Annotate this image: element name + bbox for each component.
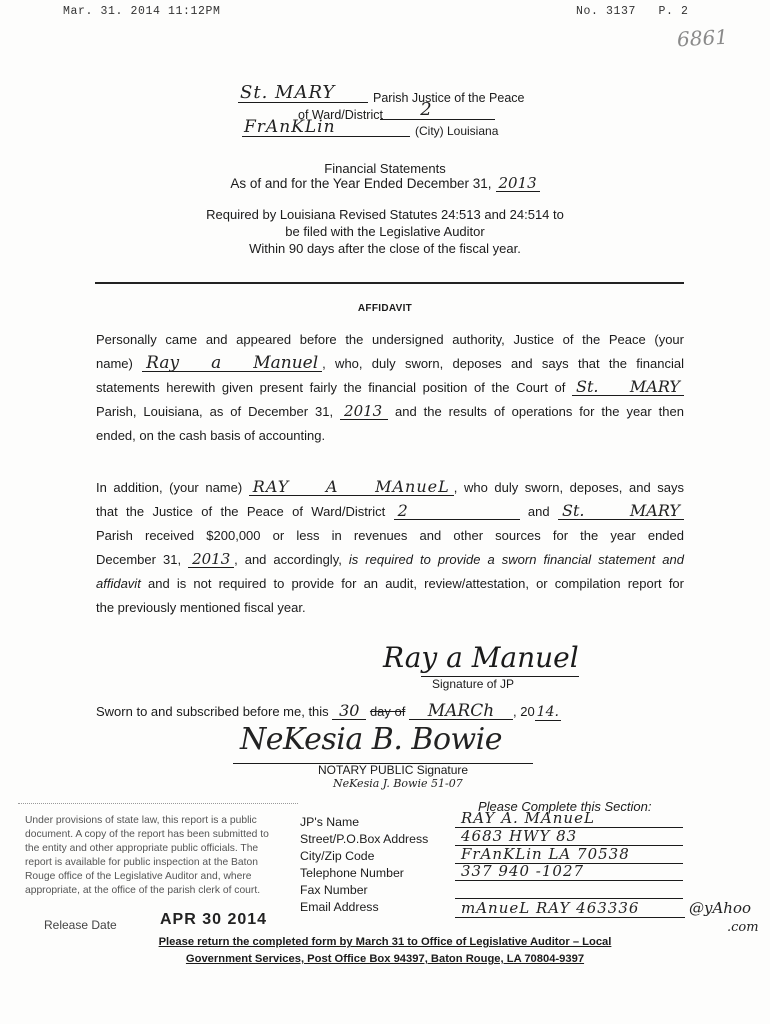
title-year-field: 2013 bbox=[496, 176, 540, 192]
return-notice-line-1: Please return the completed form by March 31 to Office of Legislative Auditor – Local bbox=[158, 936, 612, 948]
p2-line-4 bbox=[96, 548, 684, 572]
p2-text-2a: that the Justice of the Peace of Ward/District bbox=[96, 504, 386, 519]
release-date-stamp: APR 30 2014 bbox=[160, 911, 268, 928]
sworn-day-of: day of bbox=[369, 704, 406, 719]
p2-line-3 bbox=[96, 524, 684, 548]
p2-text-4a: December 31, bbox=[96, 552, 182, 567]
p2-text-1b: , who duly sworn, deposes, and says bbox=[453, 480, 684, 495]
sworn-month-field: MARCh bbox=[409, 703, 513, 720]
p2-ward-field: 2 bbox=[394, 503, 520, 520]
p1-text-4a: Parish, Louisiana, as of December 31, bbox=[96, 404, 334, 419]
fax-page-info: No. 3137 P. 2 bbox=[576, 5, 689, 18]
p1-line-4 bbox=[96, 400, 684, 424]
sworn-day-field: 30 bbox=[332, 703, 366, 720]
jp-signature: Ray a Manuel bbox=[383, 641, 579, 674]
parish-label: Parish Justice of the Peace bbox=[373, 91, 525, 105]
telephone-value: 337 940 -1027 bbox=[455, 862, 683, 881]
fax-value bbox=[455, 880, 683, 899]
p2-text-4c: is required to provide a sworn financial statement and bbox=[348, 552, 684, 567]
p2-text-5b: and is not required to provide for an audit, review/attestation, or compilation report for bbox=[147, 576, 684, 591]
parish-field: St. MARY bbox=[238, 83, 368, 103]
p1-year-field: 2013 bbox=[340, 403, 388, 420]
affidavit-heading: AFFIDAVIT bbox=[357, 303, 413, 314]
release-date-label: Release Date bbox=[44, 918, 117, 932]
public-notice-line-2: document. A copy of the report has been submitted to bbox=[25, 829, 269, 840]
sworn-year-field: 14. bbox=[536, 704, 559, 720]
p2-jp-name-field: RAY A MAnueL bbox=[249, 479, 454, 496]
p2-text-4b: , and accordingly, bbox=[234, 552, 342, 567]
email-value: mAnueL RAY 463336 bbox=[455, 899, 685, 918]
p1-text-2a: name) bbox=[96, 356, 133, 371]
p2-line-6 bbox=[96, 596, 684, 620]
contact-section-heading: Please Complete this Section: bbox=[478, 799, 652, 814]
p2-text-2b: and bbox=[527, 504, 550, 519]
public-notice-line-6: appropriate, at the office of the parish clerk of court. bbox=[25, 885, 261, 896]
title-statements: Financial Statements bbox=[324, 161, 446, 176]
notary-signature-label: NOTARY PUBLIC Signature bbox=[318, 763, 469, 777]
p2-line-2 bbox=[96, 500, 684, 524]
email-tld: .com bbox=[727, 920, 759, 935]
ward-field: 2 bbox=[380, 100, 495, 120]
requirement-line-1: Required by Louisiana Revised Statutes 24:513 and 24:514 to bbox=[206, 207, 564, 222]
handwritten-file-number: 6861 bbox=[676, 24, 729, 52]
ward-label: of Ward/District bbox=[298, 108, 383, 122]
affidavit-paragraph-1 bbox=[96, 328, 684, 448]
city-zip-label: City/Zip Code bbox=[300, 849, 375, 863]
p1-parish-field: St. MARY bbox=[572, 379, 684, 396]
public-notice-line-3: the entity and other appropriate public officials. The bbox=[25, 843, 259, 854]
p1-text-3: statements herewith given present fairly the financial position of the Court of bbox=[96, 380, 566, 395]
p2-text-6: the previously mentioned fiscal year. bbox=[96, 600, 306, 615]
title-period-line bbox=[0, 176, 770, 192]
affidavit-paragraph-2 bbox=[96, 476, 684, 620]
p1-text-1: Personally came and appeared before the undersigned authority, Justice of the Peace (your bbox=[96, 332, 684, 347]
p2-parish-field: St. MARY bbox=[558, 503, 684, 520]
p1-text-5: ended, on the cash basis of accounting. bbox=[96, 428, 326, 443]
sworn-line bbox=[96, 700, 561, 724]
city-field: FrAnKLin bbox=[242, 117, 410, 137]
jp-name-value: RAY A. MAnueL bbox=[455, 809, 683, 828]
p2-text-5a: affidavit bbox=[96, 576, 141, 591]
p2-text-3: Parish received $200,000 or less in revenues and other sources for the year ended bbox=[96, 528, 684, 543]
section-divider bbox=[95, 282, 684, 284]
city-zip-value: FrAnKLin LA 70538 bbox=[455, 845, 683, 864]
p1-text-2b: , who, duly sworn, deposes and says that the financial bbox=[322, 356, 684, 371]
notary-printed-name: NeKesia J. Bowie 51-07 bbox=[333, 777, 463, 790]
email-domain: @yAhoo bbox=[689, 899, 752, 917]
sworn-year-prefix: , 20 bbox=[512, 704, 535, 719]
p2-text-1a: In addition, (your name) bbox=[96, 480, 243, 495]
p1-line-3 bbox=[96, 376, 684, 400]
jp-signature-label: Signature of JP bbox=[432, 677, 515, 691]
public-notice-line-4: report is available for public inspection at the Baton bbox=[25, 857, 258, 868]
address-value: 4683 HWY 83 bbox=[455, 827, 683, 846]
public-notice-line-1: Under provisions of state law, this report is a public bbox=[25, 815, 257, 826]
p1-line-2 bbox=[96, 352, 684, 376]
requirement-line-2: be filed with the Legislative Auditor bbox=[285, 224, 485, 239]
return-notice-line-2: Government Services, Post Office Box 94397, Baton Rouge, LA 70804-9397 bbox=[185, 953, 585, 965]
p1-jp-name-field: Ray a Manuel bbox=[142, 355, 322, 372]
city-label: (City) Louisiana bbox=[415, 124, 499, 138]
p2-line-5 bbox=[96, 572, 684, 596]
fax-label: Fax Number bbox=[300, 883, 368, 897]
requirement-line-3: Within 90 days after the close of the fiscal year. bbox=[249, 241, 521, 256]
jp-name-label: JP's Name bbox=[300, 815, 360, 829]
notary-signature: NeKesia B. Bowie bbox=[240, 722, 503, 757]
fax-timestamp: Mar. 31. 2014 11:12PM bbox=[63, 5, 221, 18]
sworn-text: Sworn to and subscribed before me, this bbox=[96, 704, 329, 719]
title-period: As of and for the Year Ended December 31, bbox=[230, 176, 492, 191]
p1-line-5 bbox=[96, 424, 684, 448]
footer-separator bbox=[18, 803, 298, 804]
telephone-label: Telephone Number bbox=[300, 866, 404, 880]
p1-line-1 bbox=[96, 328, 684, 352]
p2-line-1 bbox=[96, 476, 684, 500]
p1-text-4b: and the results of operations for the year then bbox=[394, 404, 684, 419]
p2-year-field: 2013 bbox=[188, 551, 234, 568]
address-label: Street/P.O.Box Address bbox=[300, 832, 429, 846]
email-label: Email Address bbox=[300, 900, 379, 914]
public-notice-line-5: Rouge office of the Legislative Auditor and, where bbox=[25, 871, 252, 882]
